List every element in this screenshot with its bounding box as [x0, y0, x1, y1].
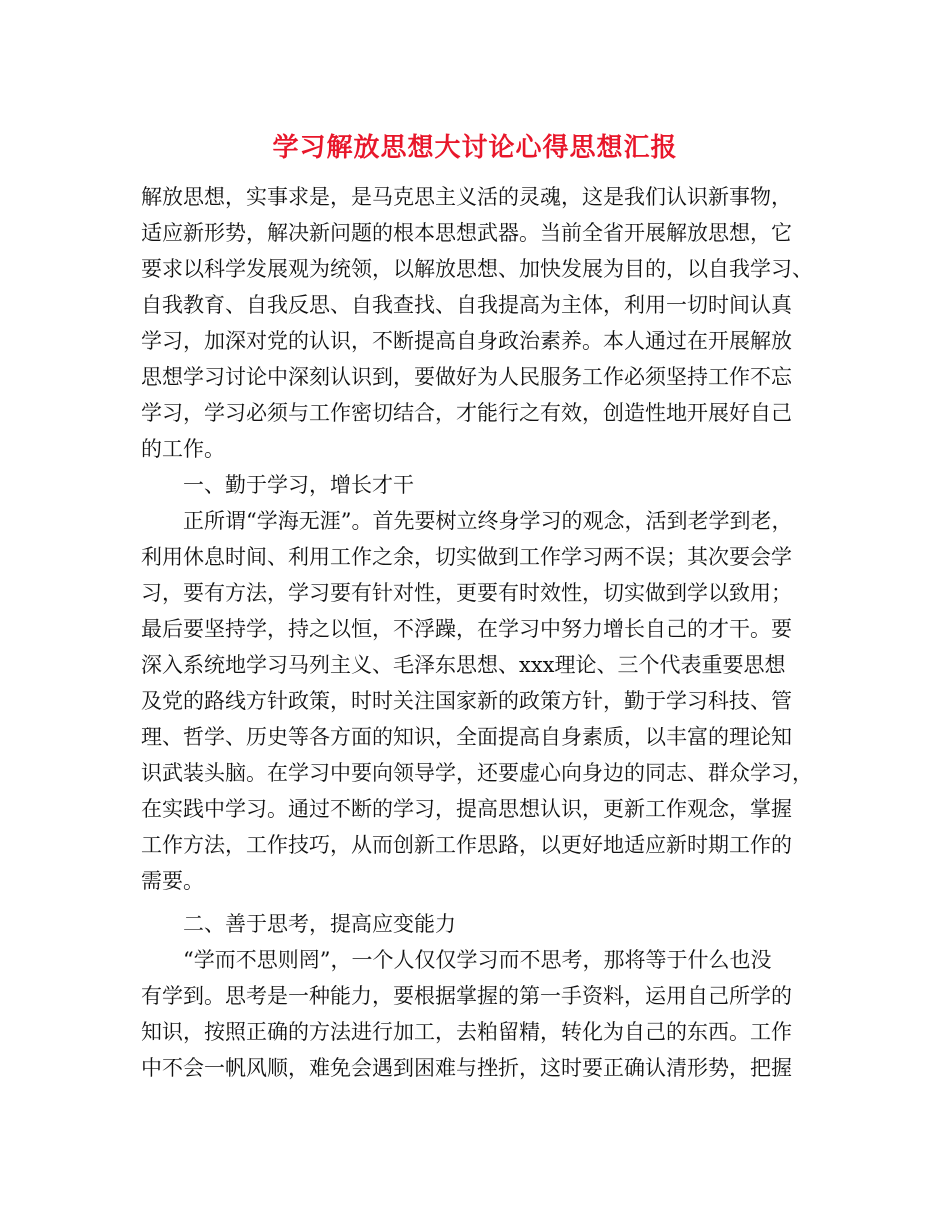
text-line: 思想学习讨论中深刻认识到，要做好为人民服务工作必须坚持工作不忘	[141, 365, 792, 389]
text-line: 要求以科学发展观为统领，以解放思想、加快发展为目的，以自我学习、	[141, 257, 813, 281]
text-line: 有学到。思考是一种能力，要根据掌握的第一手资料，运用自己所学的	[141, 984, 792, 1008]
text-line: 在实践中学习。通过不断的学习，提高思想认识，更新工作观念，掌握	[141, 797, 792, 821]
document-title: 学习解放思想大讨论心得思想汇报	[272, 133, 678, 163]
section-1-paragraph	[141, 503, 821, 899]
section-2-paragraph	[141, 942, 821, 1086]
section-heading-2: 二、善于思考，提高应变能力	[183, 912, 456, 936]
text-line: 理、哲学、历史等各方面的知识，全面提高自身素质，以丰富的理论知	[141, 725, 792, 749]
text-line: 工作方法，工作技巧，从而创新工作思路，以更好地适应新时期工作的	[141, 833, 792, 857]
text-line: 正所谓“学海无涯”。首先要树立终身学习的观念，活到老学到老，	[183, 509, 793, 533]
text-line: 深入系统地学习马列主义、毛泽东思想、xxx理论、三个代表重要思想	[141, 653, 786, 677]
text-line: 解放思想，实事求是，是马克思主义活的灵魂，这是我们认识新事物，	[141, 185, 792, 209]
text-line: 最后要坚持学，持之以恒，不浮躁，在学习中努力增长自己的才干。要	[141, 617, 792, 641]
text-line: 适应新形势，解决新问题的根本思想武器。当前全省开展解放思想，它	[141, 221, 792, 245]
section-heading-1: 一、勤于学习，增长才干	[183, 473, 414, 497]
text-line: 识武装头脑。在学习中要向领导学，还要虚心向身边的同志、群众学习，	[141, 761, 813, 785]
text-line: 学习，学习必须与工作密切结合，才能行之有效，创造性地开展好自己	[141, 401, 792, 425]
document-body	[141, 179, 821, 1086]
text-line: 中不会一帆风顺，难免会遇到困难与挫折，这时要正确认清形势，把握	[141, 1056, 792, 1080]
text-line: 的工作。	[141, 437, 225, 461]
text-line: 及党的路线方针政策，时时关注国家新的政策方针，勤于学习科技、管	[141, 689, 792, 713]
text-line: “学而不思则罔”，一个人仅仅学习而不思考，那将等于什么也没	[183, 948, 772, 972]
text-line: 知识，按照正确的方法进行加工，去粕留精，转化为自己的东西。工作	[141, 1020, 792, 1044]
text-line: 自我教育、自我反思、自我查找、自我提高为主体，利用一切时间认真	[141, 293, 792, 317]
text-line: 习，要有方法，学习要有针对性，更要有时效性，切实做到学以致用；	[141, 581, 792, 605]
text-line: 学习，加深对党的认识，不断提高自身政治素养。本人通过在开展解放	[141, 329, 792, 353]
intro-paragraph	[141, 179, 821, 467]
text-line: 利用休息时间、利用工作之余，切实做到工作学习两不误；其次要会学	[141, 545, 792, 569]
text-line: 需要。	[141, 869, 204, 893]
